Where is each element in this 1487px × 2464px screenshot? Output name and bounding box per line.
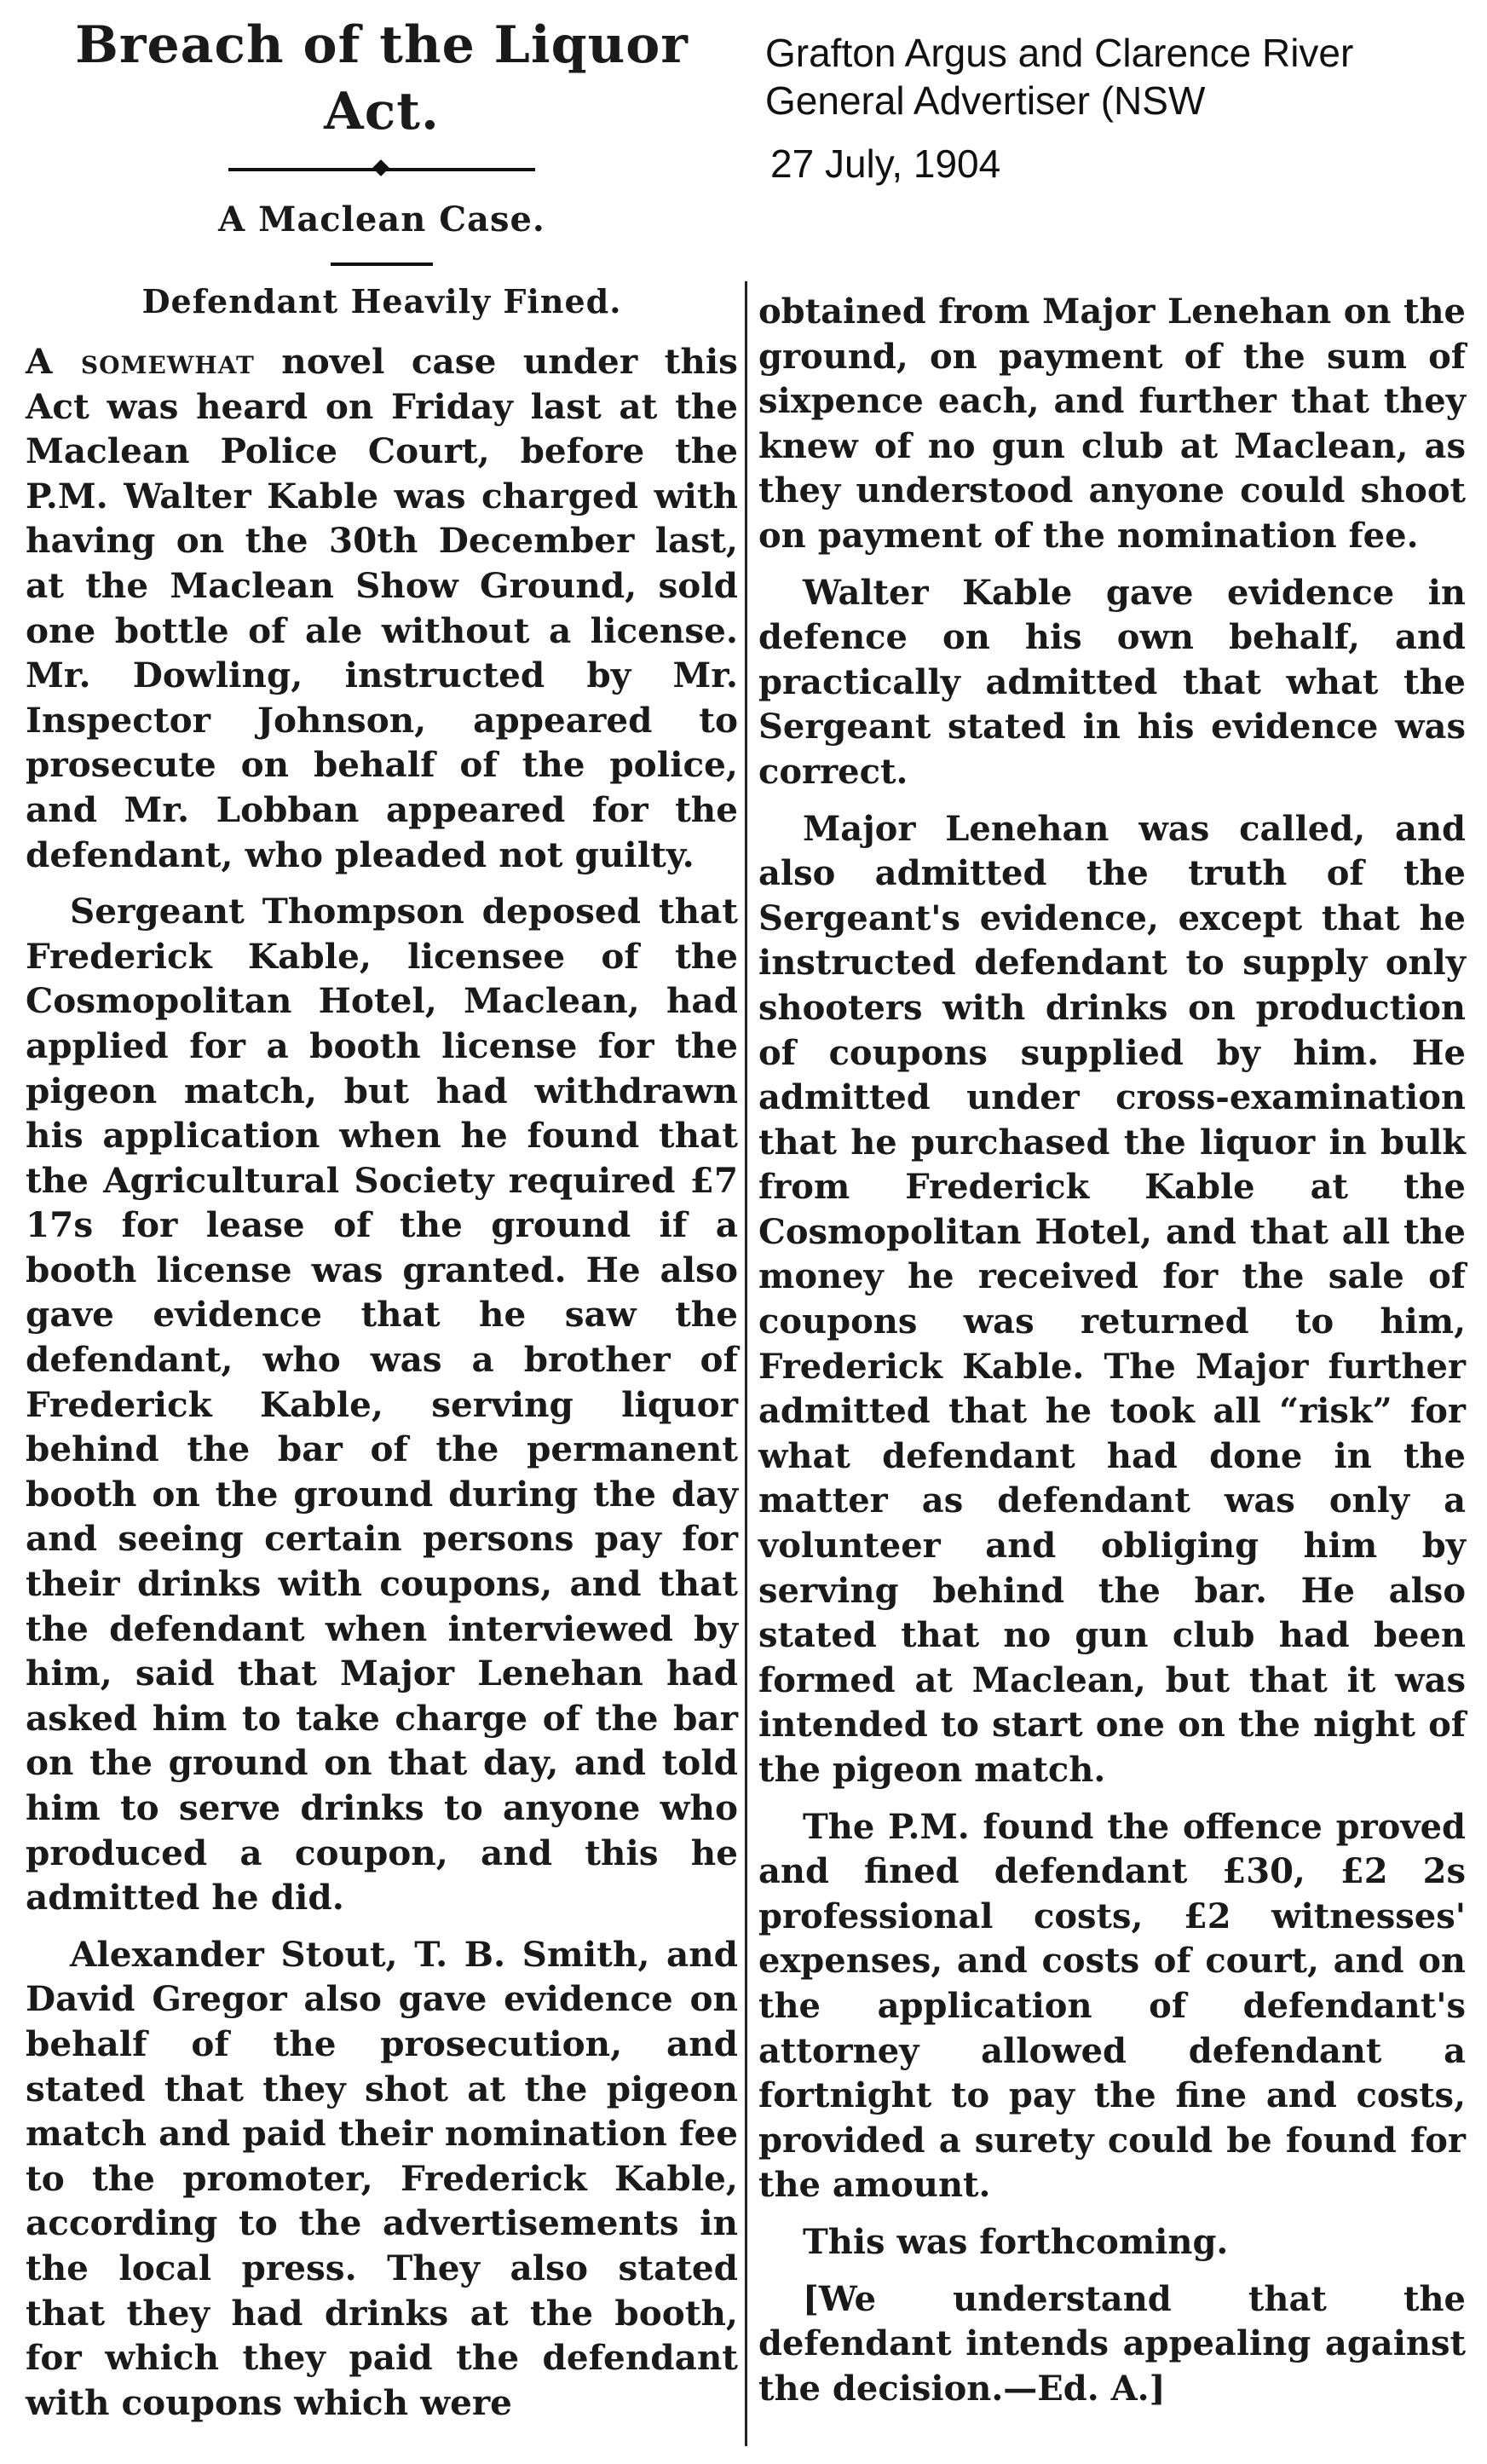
left-column — [26, 0, 738, 2464]
article-subhead-secondary: Defendant Heavily Fined. — [141, 282, 622, 320]
ornament-diamond-icon — [372, 159, 389, 176]
paragraph-1-text: novel case under this Act was heard on Friday last at the Maclean Police Court, before the P.M. Walter Kable was charged with having on the 30th December last, at the Maclean Show Ground, sold one bottle of ale without a license. Mr. Dowling, instructed by Mr. Inspector Johnson, appeared to prosecute on behalf of the police, and Mr. Lobban appeared for the defendant, who pleaded not guilty. — [26, 341, 738, 875]
article-headline: Breach of the Liquor Act. — [75, 15, 689, 141]
paragraph-5: Major Lenehan was called, and also admitted the truth of the Sergeant's evidence, except that he instructed defendant to supply only shooters with drinks on production of coupons supplied by him. He admitted under cross-examination that he purchased the liquor in bulk from Frederick Kable at the Cosmopolitan Hotel, and that all the money he received for the sale of coupons was returned to him, Frederick Kable. The Major further admitted that he took all “risk” for what defendant had done in the matter as defendant was only a volunteer and obliging him by serving behind the bar. He also stated that no gun club had been formed at Maclean, but that it was intended to start one on the night of the pigeon match. — [758, 808, 1466, 1790]
headline-ornament-rule — [228, 160, 535, 177]
paragraph-3-continued: obtained from Major Lenehan on the ground, on payment of the sum of sixpence each, and further that they knew of no gun club at Maclean, as they understood anyone could shoot on payment of the nomination fee. — [758, 291, 1466, 556]
article-subhead: A Maclean Case. — [218, 199, 545, 239]
lead-words: A somewhat — [26, 341, 255, 382]
paragraph-4: Walter Kable gave evidence in defence on his own behalf, and practically admitted that what the Sergeant stated in his evidence was correct. — [758, 572, 1466, 792]
paragraph-2: Sergeant Thompson deposed that Frederick Kable, licensee of the Cosmopolitan Hotel, Maclean, had applied for a booth license for the pigeon match, but had withdrawn his application when he found that the Agricultural Society required £7 17s for lease of the ground if a booth license was granted. He also gave evidence that he saw the defendant, who was a brother of Frederick Kable, serving liquor behind the bar of the permanent booth on the ground during the day and seeing certain persons pay for their drinks with coupons, and that the defendant when interviewed by him, said that Major Lenehan had asked him to take charge of the bar on the ground on that day, and told him to serve drinks to anyone who produced a coupon, and this he admitted he did. — [26, 891, 738, 1919]
paragraph-3: Alexander Stout, T. B. Smith, and David Gregor also gave evidence on behalf of the prosecution, and stated that they shot at the pigeon match and paid their nomination fee to the promoter, Frederick Kable, according to the advertisements in the local press. They also stated that they had drinks at the booth, for which they paid the defendant with coupons which were — [26, 1933, 738, 2423]
source-publication: Grafton Argus and Clarence River General Advertiser (NSW — [765, 31, 1354, 123]
paragraph-7: This was forthcoming. — [803, 2221, 1229, 2262]
paragraph-1 — [26, 339, 738, 877]
editor-note: [We understand that the defendant intends appealing against the decision.—Ed. A.] — [758, 2278, 1466, 2409]
right-column — [758, 0, 1466, 2464]
source-date: 27 July, 1904 — [770, 141, 1001, 186]
short-divider — [331, 263, 433, 266]
column-divider — [745, 281, 747, 2446]
paragraph-6: The P.M. found the offence proved and fined defendant £30, £2 2s professional costs, £2 witnesses' expenses, and costs of court, and on the application of defendant's attorney allowed defendant a fortnight to pay the fine and costs, provided a surety could be found for the amount. — [758, 1806, 1466, 2206]
